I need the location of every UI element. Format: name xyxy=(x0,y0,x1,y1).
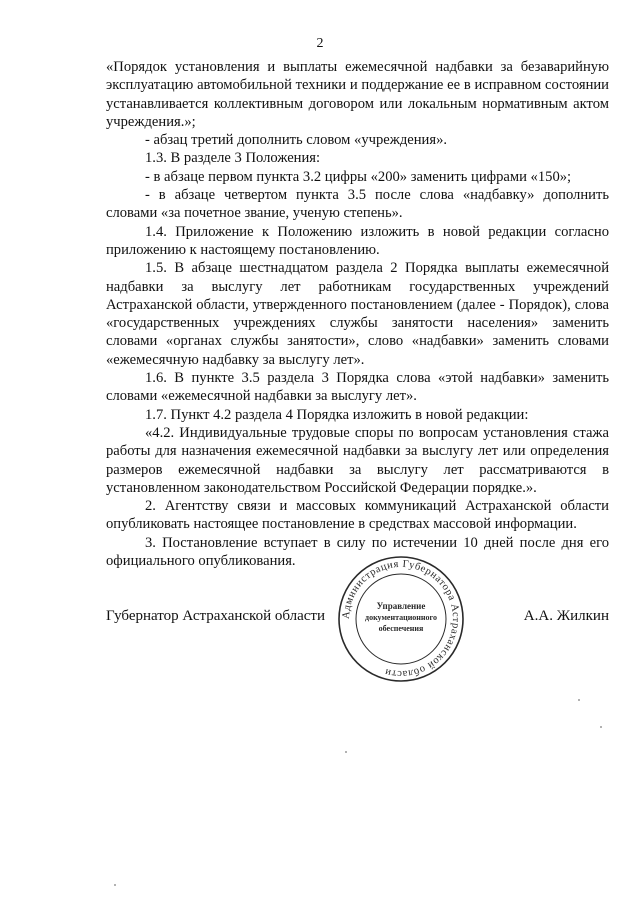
stamp-center-line-2: документационного xyxy=(365,613,437,622)
paragraph-9: «4.2. Индивидуальные трудовые споры по вопросам установления стажа работы для назначения ежемесячной надбавки за выслугу лет или определения размеров ежемесячной надбавки за выслугу лет рассматриваются в установленном законодательством Российской Федерации порядке.». xyxy=(106,424,609,496)
paragraph-7: 1.6. В пункте 3.5 раздела 3 Порядка слова «этой надбавки» заменить словами «ежемесячной надбавки за выслугу лет». xyxy=(106,370,609,405)
signatory-name: А.А. Жилкин xyxy=(523,608,609,624)
scan-speck xyxy=(345,751,347,753)
paragraph-3: - в абзаце первом пункта 3.2 цифры «200» заменить цифрами «150»; xyxy=(145,168,572,185)
paragraph-10: 2. Агентству связи и массовых коммуникаций Астраханской области опубликовать настоящее постановление в средствах массовой информации. xyxy=(106,498,609,533)
scan-speck xyxy=(578,699,580,701)
paragraph-0: «Порядок установления и выплаты ежемесячной надбавки за безаварийную эксплуатацию автомобильной техники и поддержание ее в исправном состоянии устанавливается коллективным договором или локальным нормативным актом учреждения.»; xyxy=(106,59,609,130)
paragraph-2: 1.3. В разделе 3 Положения: xyxy=(145,150,321,167)
document-body xyxy=(106,58,609,570)
paragraph-8: 1.7. Пункт 4.2 раздела 4 Порядка изложить в новой редакции: xyxy=(145,406,529,423)
paragraph-11: 3. Постановление вступает в силу по истечении 10 дней после дня его официального опубликования. xyxy=(106,534,609,570)
stamp-center-line-3: обеспечения xyxy=(378,624,424,633)
scan-speck xyxy=(600,726,602,728)
paragraph-5: 1.4. Приложение к Положению изложить в новой редакции согласно приложению к настоящему постановлению. xyxy=(106,223,609,258)
paragraph-6: 1.5. В абзаце шестнадцатом раздела 2 Порядка выплаты ежемесячной надбавки за выслугу лет работникам государственных учреждений Астраханской области, утвержденного постановлением (далее - Порядок), слова «государственных учреждениях службы занятости населения» заменить словами «органах службы занятости», слово «надбавки» заменить словами «ежемесячную надбавку за выслугу лет». xyxy=(106,260,609,368)
signature-block xyxy=(106,606,609,628)
stamp-ring-text: Администрация Губернатора Астраханской области xyxy=(340,558,462,680)
page-number: 2 xyxy=(316,36,324,51)
signatory-title: Губернатор Астраханской области xyxy=(106,608,326,624)
paragraph-1: - абзац третий дополнить словом «учреждения». xyxy=(145,132,448,149)
scan-speck xyxy=(114,884,116,886)
stamp-center-line-1: Управление xyxy=(376,601,426,611)
paragraph-4: - в абзаце четвертом пункта 3.5 после слова «надбавку» дополнить словами «за почетное звание, ученую степень». xyxy=(106,187,609,222)
